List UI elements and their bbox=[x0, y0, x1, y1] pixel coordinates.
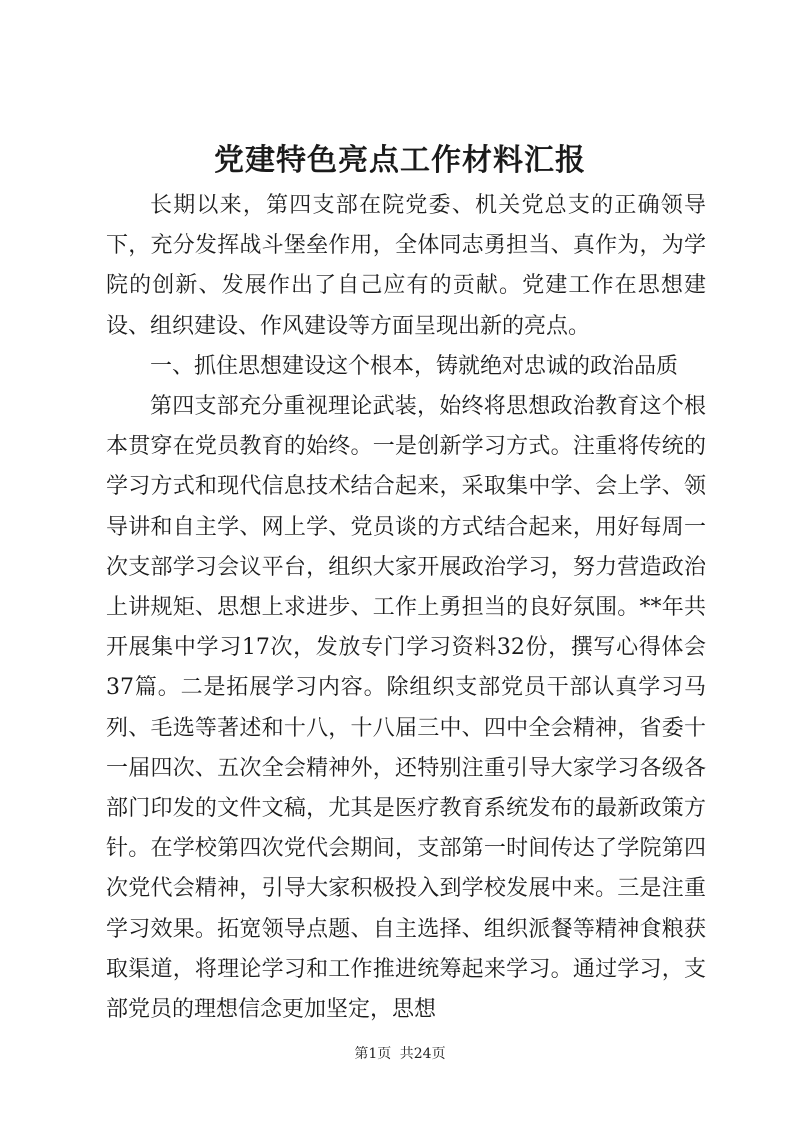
body-paragraph: 第四支部充分重视理论武装，始终将思想政治教育这个根本贯穿在党员教育的始终。一是创新学习方式。注重将传统的学习方式和现代信息技术结合起来，采取集中学、会上学、领导讲和自主学、网上学、党员谈的方式结合起来，用好每周一次支部学习会议平台，组织大家开展政治学习，努力营造政治上讲规矩、思想上求进步、工作上勇担当的良好氛围。**年共开展集中学习17次，发放专门学习资料32份，撰写心得体会37篇。二是拓展学习内容。除组织支部党员干部认真学习马列、毛选等著述和十八，十八届三中、四中全会精神，省委十一届四次、五次全会精神外，还特别注重引导大家学习各级各部门印发的文件文稿，尤其是医疗教育系统发布的最新政策方针。在学校第四次党代会期间，支部第一时间传达了学院第四次党代会精神，引导大家积极投入到学校发展中来。三是注重学习效果。拓宽领导点题、自主选择、组织派餐等精神食粮获取渠道，将理论学习和工作推进统筹起来学习。通过学习，支部党员的理想信念更加坚定，思想 bbox=[106, 394, 706, 1023]
total-pages: 共24页 bbox=[399, 1046, 446, 1062]
document-title: 党建特色亮点工作材料汇报 bbox=[214, 143, 586, 178]
intro-paragraph: 长期以来，第四支部在院党委、机关党总支的正确领导下，充分发挥战斗堡垒作用，全体同志勇担当、真作为，为学院的创新、发展作出了自己应有的贡献。党建工作在思想建设、组织建设、作风建设等方面呈现出新的亮点。 bbox=[106, 193, 706, 339]
document-body bbox=[106, 186, 706, 1030]
page-footer bbox=[0, 1044, 800, 1064]
page-number: 第1页 bbox=[354, 1046, 392, 1062]
section-heading: 一、抓住思想建设这个根本，铸就绝对忠诚的政治品质 bbox=[150, 353, 679, 379]
